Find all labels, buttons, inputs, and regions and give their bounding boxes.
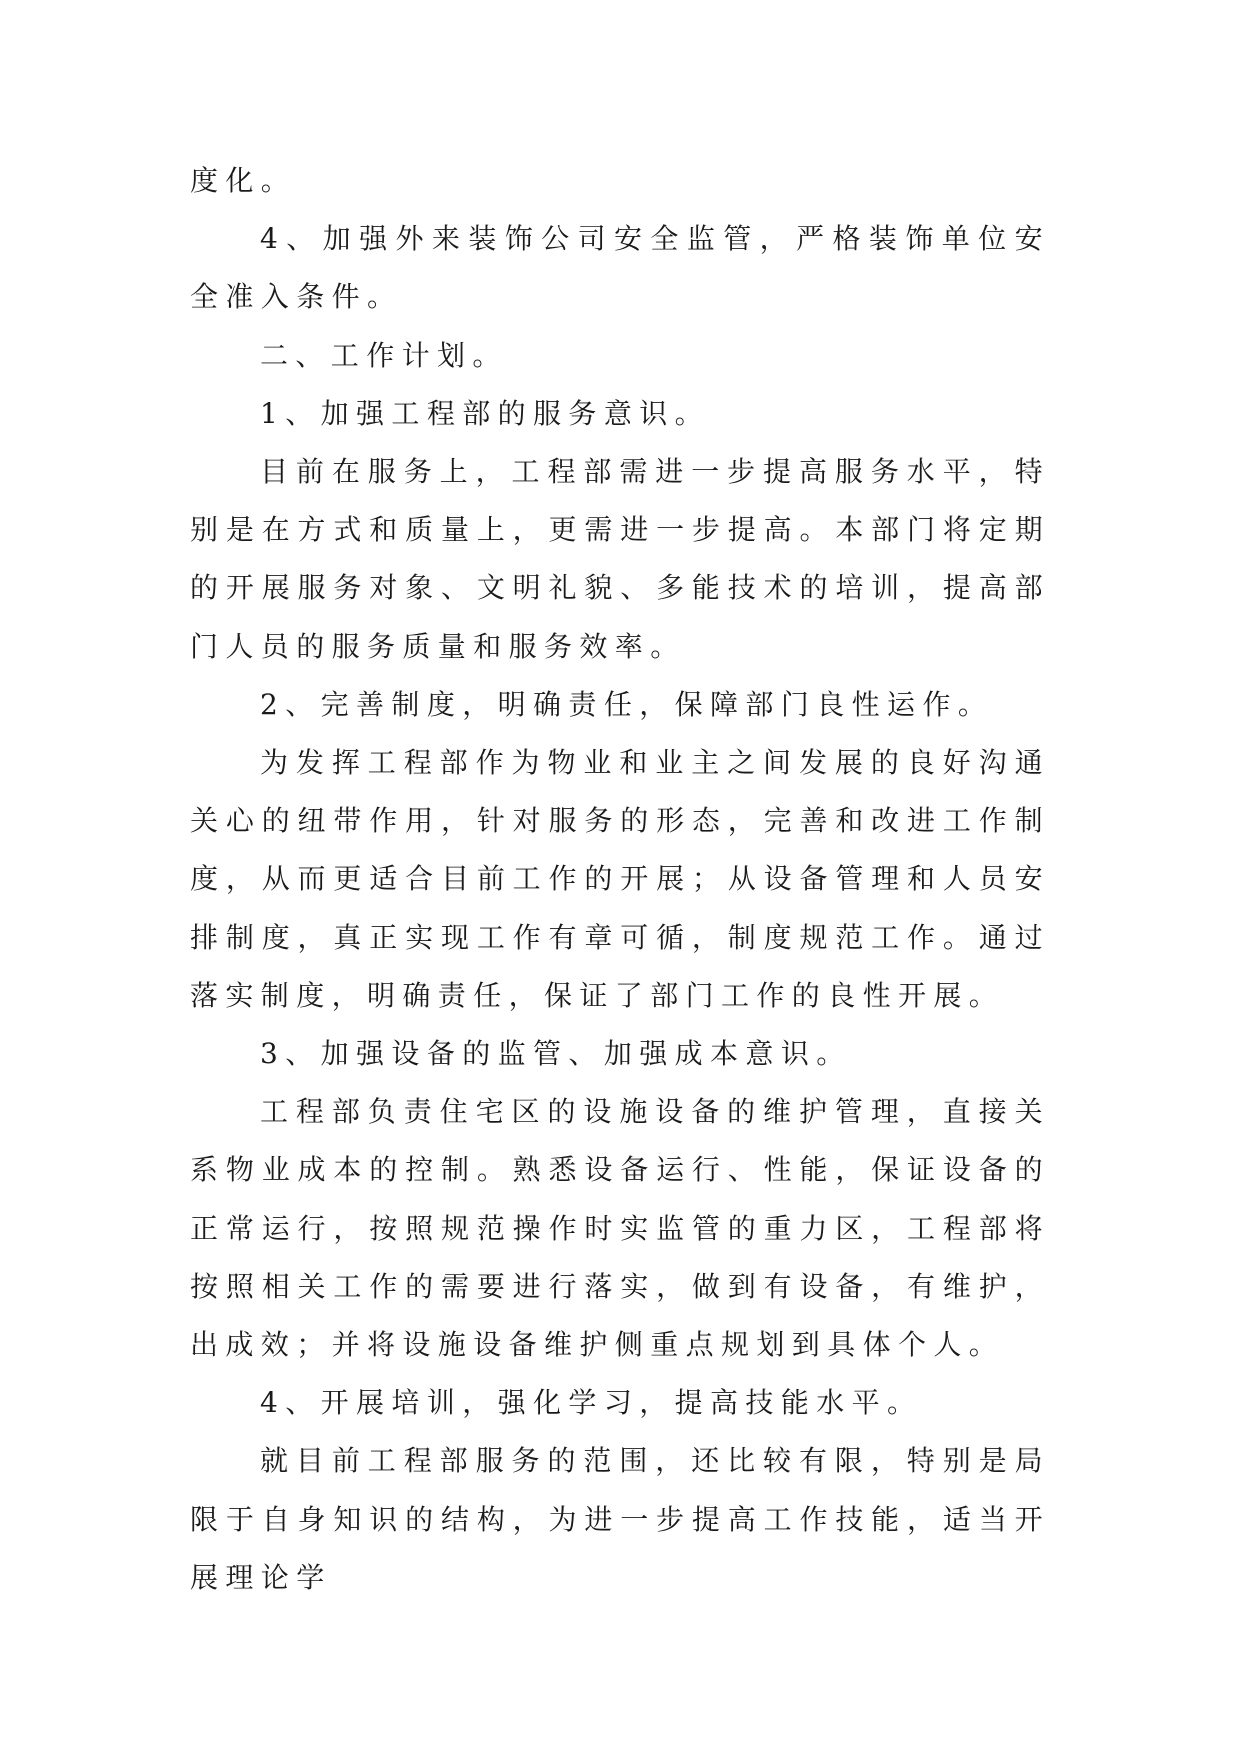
subsection-heading: 2、完善制度，明确责任，保障部门良性运作。 bbox=[260, 687, 994, 721]
paragraph: 4、加强外来装饰公司安全监管，严格装饰单位安全准入条件。 bbox=[190, 222, 1050, 314]
subsection-heading: 1、加强工程部的服务意识。 bbox=[260, 396, 711, 430]
document-body bbox=[190, 152, 1050, 1607]
paragraph: 目前在服务上，工程部需进一步提高服务水平，特别是在方式和质量上，更需进一步提高。本部门将定期的开展服务对象、文明礼貌、多能技术的培训，提高部门人员的服务质量和服务效率。 bbox=[190, 455, 1050, 663]
subsection-heading: 3、加强设备的监管、加强成本意识。 bbox=[260, 1037, 852, 1071]
paragraph: 为发挥工程部作为物业和业主之间发展的良好沟通关心的纽带作用，针对服务的形态，完善和改进工作制度，从而更适合目前工作的开展；从设备管理和人员安排制度，真正实现工作有章可循，制度规范工作。通过落实制度，明确责任，保证了部门工作的良性开展。 bbox=[190, 746, 1050, 1012]
subsection-heading: 4、开展培训，强化学习，提高技能水平。 bbox=[260, 1386, 923, 1420]
paragraph: 工程部负责住宅区的设施设备的维护管理，直接关系物业成本的控制。熟悉设备运行、性能，保证设备的正常运行，按照规范操作时实监管的重力区，工程部将按照相关工作的需要进行落实，做到有设备，有维护，出成效；并将设施设备维护侧重点规划到具体个人。 bbox=[190, 1095, 1050, 1362]
section-heading: 二、工作计划。 bbox=[260, 338, 508, 372]
paragraph: 度化。 bbox=[190, 164, 297, 197]
paragraph: 就目前工程部服务的范围，还比较有限，特别是局限于自身知识的结构，为进一步提高工作技能，适当开展理论学 bbox=[190, 1444, 1050, 1594]
